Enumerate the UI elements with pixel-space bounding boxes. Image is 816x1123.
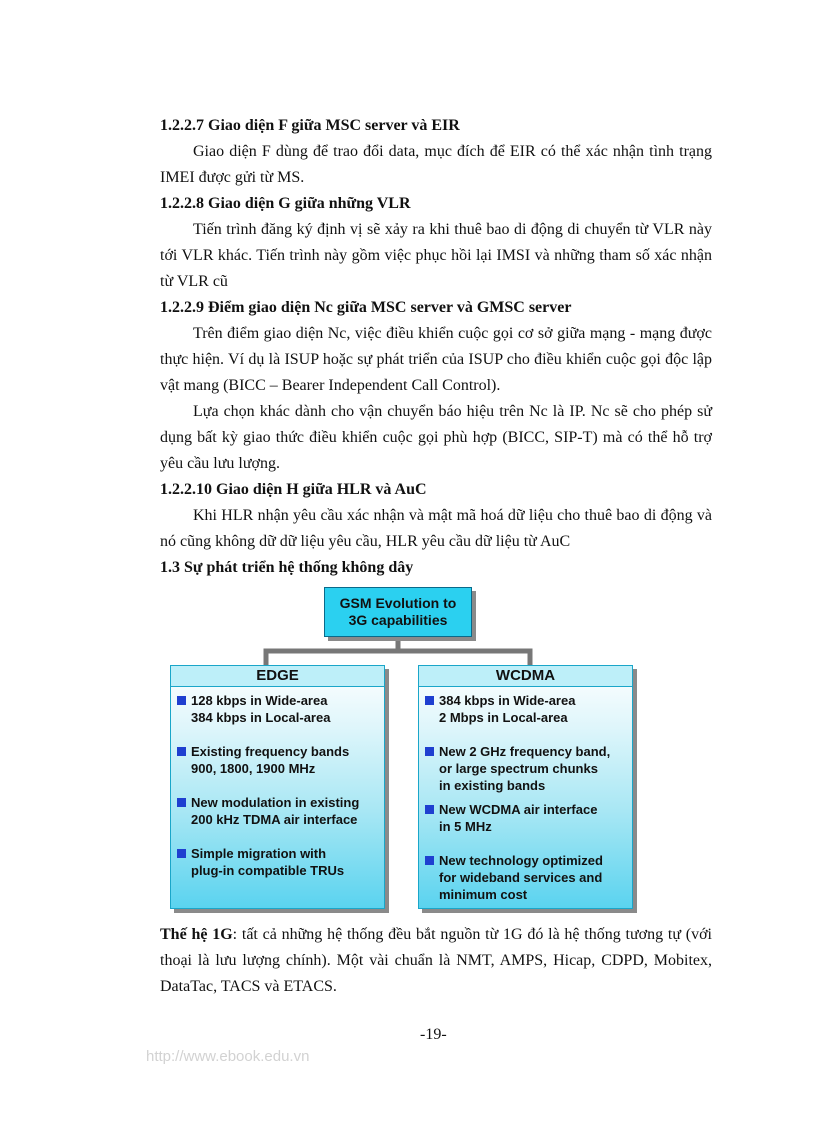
root-label: GSM Evolution to 3G capabilities <box>339 595 457 628</box>
paragraph-1g <box>160 922 712 1000</box>
paragraph-12210: Khi HLR nhận yêu cầu xác nhận và mật mã hoá dữ liệu cho thuê bao di động và nó cũng không dữ dữ liệu yêu cầu, HLR yêu cầu dữ liệu từ AuC <box>160 507 712 550</box>
wcdma-item: New WCDMA air interface in 5 MHz <box>423 801 628 835</box>
square-bullet-icon <box>177 696 186 705</box>
heading-1227: 1.2.2.7 Giao diện F giữa MSC server và EIR <box>160 117 460 134</box>
paragraph-1229-a: Trên điểm giao diện Nc, việc điều khiển cuộc gọi cơ sở giữa mạng - mạng được thực hiện. Ví dụ là ISUP hoặc sự phát triển của ISUP cho điều khiển cuộc gọi độc lập vật mang (BICC – Bearer Independent Call Control). <box>160 325 712 394</box>
square-bullet-icon <box>425 747 434 756</box>
root-box <box>324 587 472 637</box>
paragraph-1229-b: Lựa chọn khác dành cho vận chuyển báo hiệu trên Nc là IP. Nc sẽ cho phép sử dụng bất kỳ giao thức điều khiển cuộc gọi phù hợp (BICC, SIP-T) mà có thể hỗ trợ yêu cầu lưu lượng. <box>160 403 712 472</box>
watermark-link[interactable]: http://www.ebook.edu.vn <box>146 1048 310 1065</box>
term-1g: Thế hệ 1G <box>160 926 233 943</box>
wcdma-panel <box>418 665 633 909</box>
edge-item: Existing frequency bands 900, 1800, 1900 MHz <box>175 743 380 777</box>
heading-12210: 1.2.2.10 Giao diện H giữa HLR và AuC <box>160 481 427 498</box>
paragraph-1227: Giao diện F dùng để trao đổi data, mục đích để EIR có thể xác nhận tình trạng IMEI được gửi từ MS. <box>160 143 712 186</box>
wcdma-item: New technology optimized for wideband services and minimum cost <box>423 852 628 903</box>
edge-item: 128 kbps in Wide-area 384 kbps in Local-area <box>175 692 380 726</box>
heading-1228: 1.2.2.8 Giao diện G giữa những VLR <box>160 195 411 212</box>
square-bullet-icon <box>177 798 186 807</box>
edge-item: New modulation in existing 200 kHz TDMA air interface <box>175 794 380 828</box>
square-bullet-icon <box>177 747 186 756</box>
square-bullet-icon <box>425 696 434 705</box>
body-text <box>160 113 712 581</box>
wcdma-item: New 2 GHz frequency band, or large spectrum chunks in existing bands <box>423 743 628 794</box>
edge-title: EDGE <box>171 666 384 687</box>
square-bullet-icon <box>177 849 186 858</box>
square-bullet-icon <box>425 805 434 814</box>
paragraph-1228: Tiến trình đăng ký định vị sẽ xảy ra khi thuê bao di động di chuyển từ VLR này tới VLR khác. Tiến trình này gồm việc phục hồi lại IMSI và những tham số xác nhận từ VLR cũ <box>160 221 712 290</box>
edge-panel <box>170 665 385 909</box>
bottom-text <box>160 922 712 1000</box>
wcdma-title: WCDMA <box>419 666 632 687</box>
wcdma-item: 384 kbps in Wide-area 2 Mbps in Local-area <box>423 692 628 726</box>
gsm-evolution-diagram <box>160 579 648 917</box>
edge-item: Simple migration with plug-in compatible TRUs <box>175 845 380 879</box>
heading-1229: 1.2.2.9 Điểm giao diện Nc giữa MSC server và GMSC server <box>160 299 572 316</box>
paragraph-1g-body: : tất cả những hệ thống đều bắt nguồn từ 1G đó là hệ thống tương tự (với thoại là lưu lượng chính). Một vài chuẩn là NMT, AMPS, Hicap, CDPD, Mobitex, DataTac, TACS và ETACS. <box>160 926 713 995</box>
square-bullet-icon <box>425 856 434 865</box>
page-number: -19- <box>420 1026 447 1043</box>
heading-13: 1.3 Sự phát triển hệ thống không dây <box>160 559 414 576</box>
